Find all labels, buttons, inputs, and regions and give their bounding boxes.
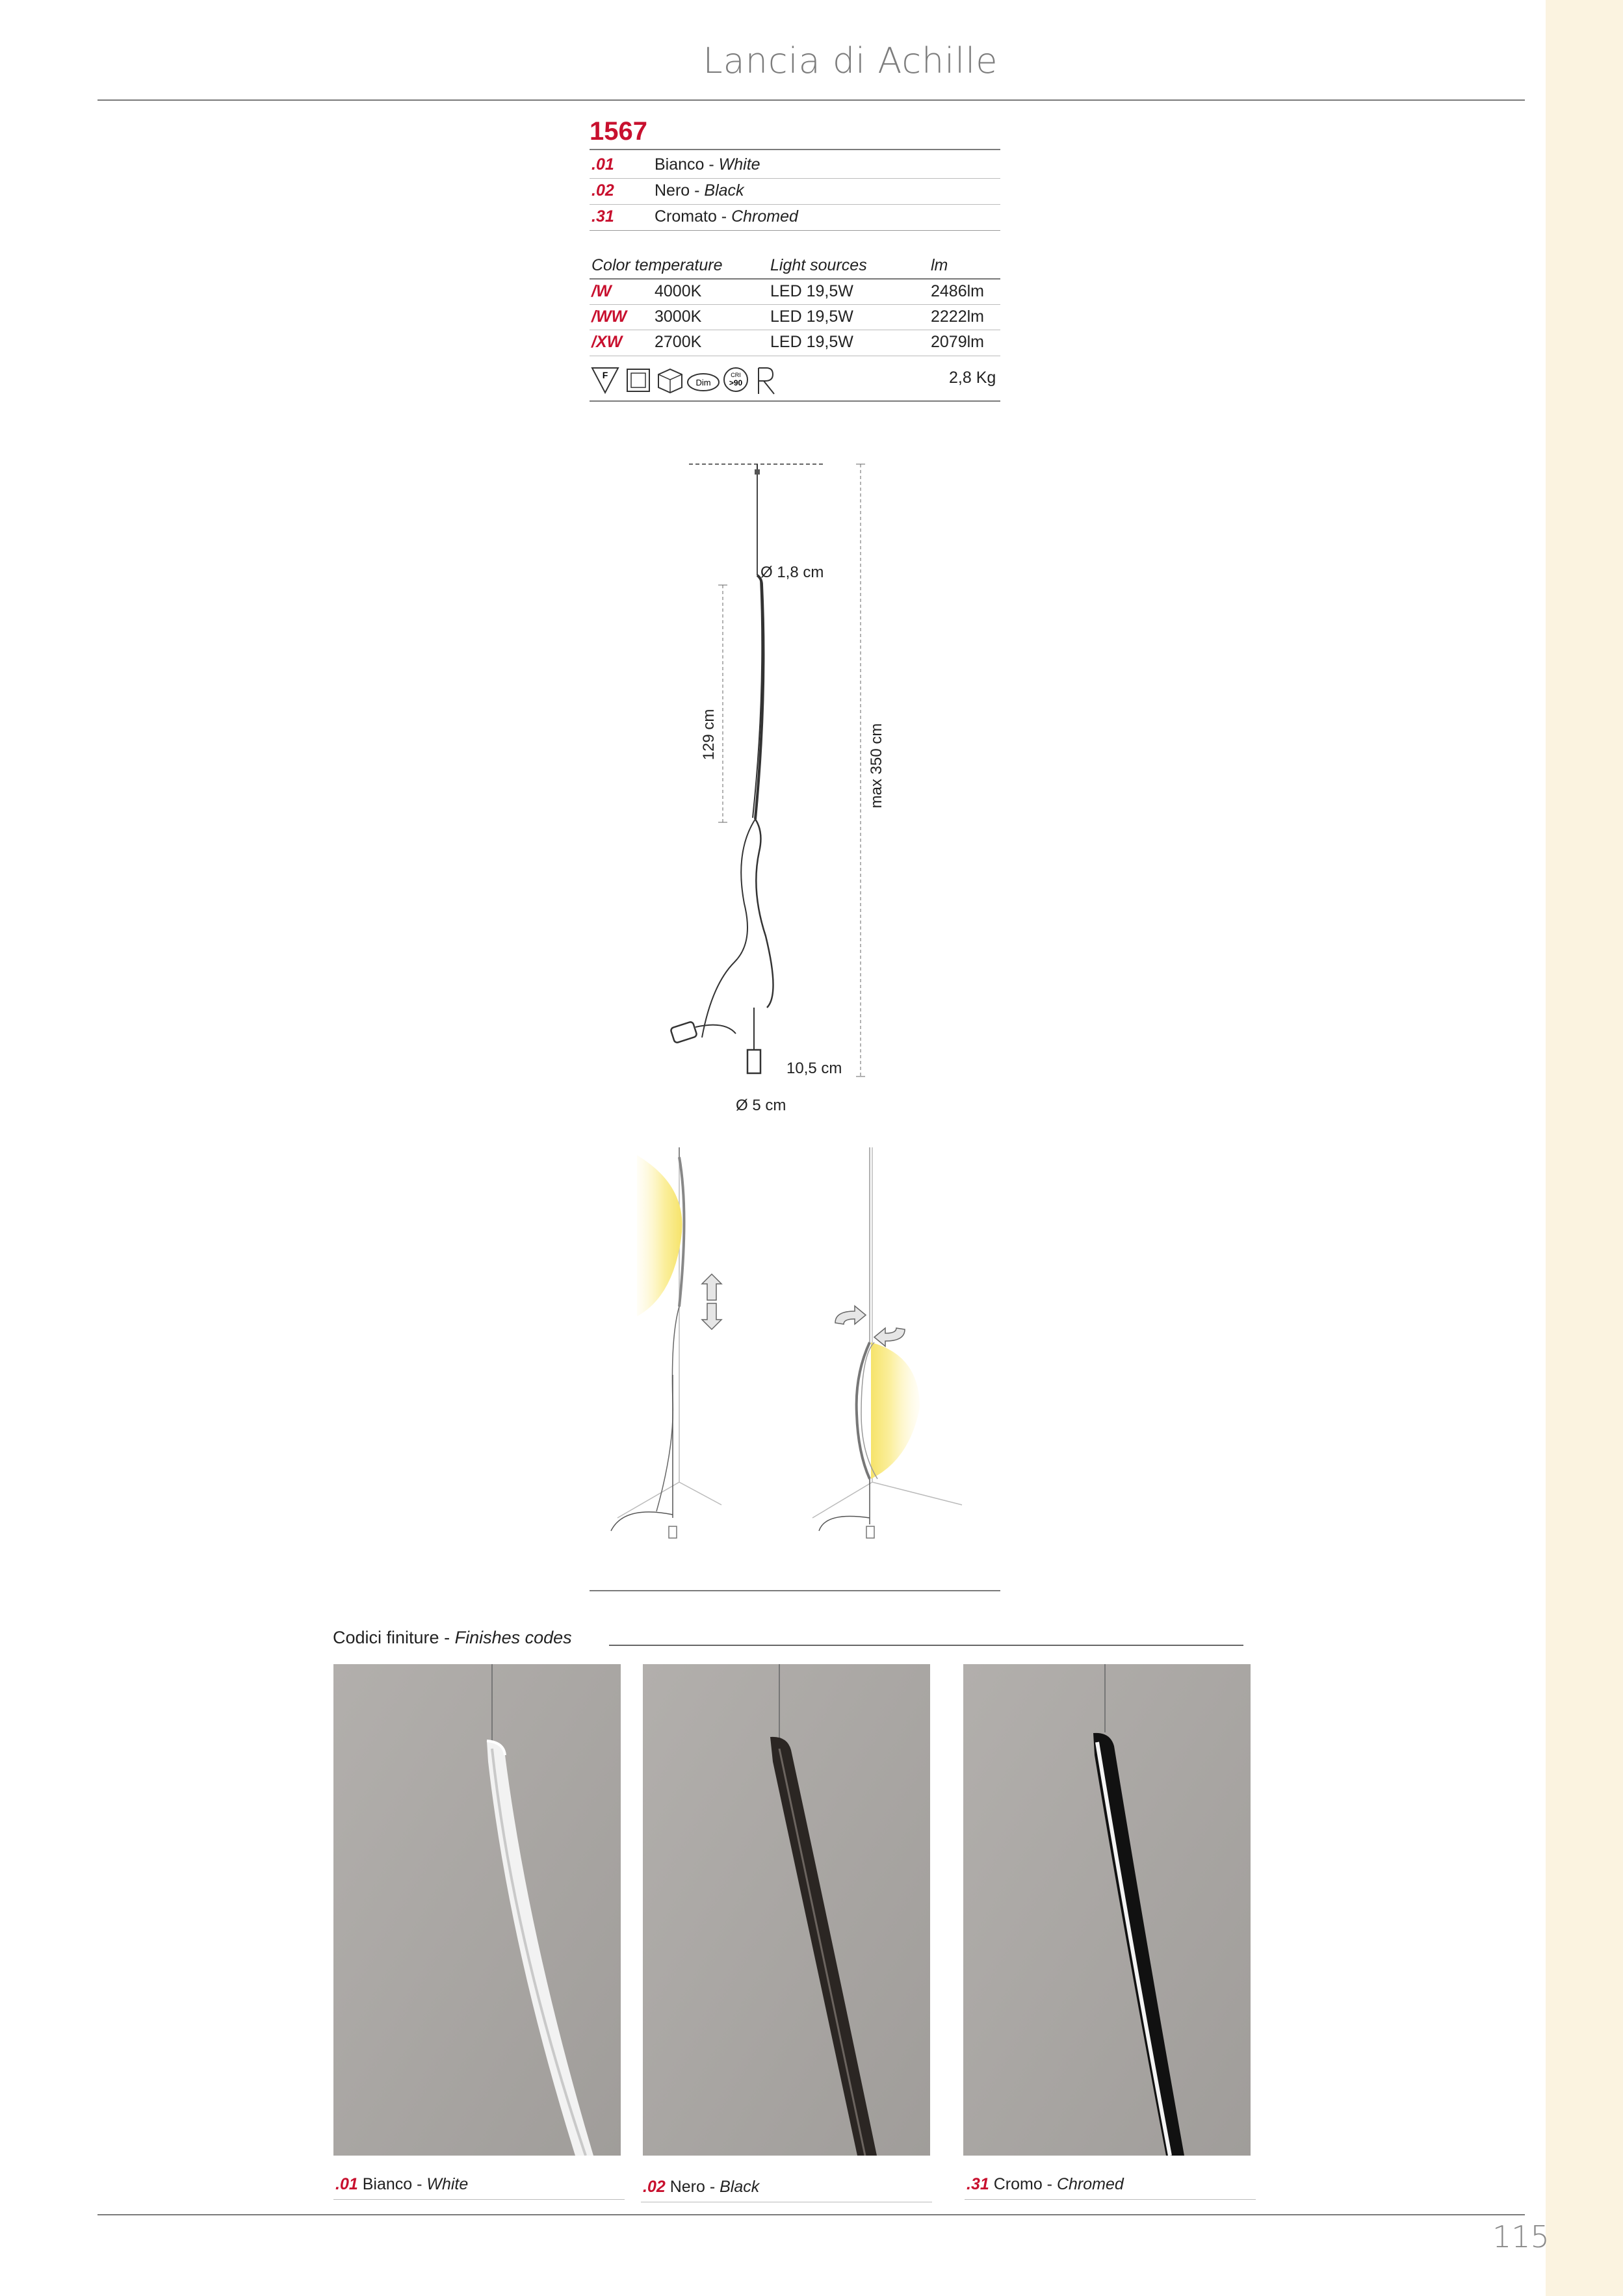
spec-row [590, 280, 1000, 305]
spec-table [590, 255, 1000, 356]
spec-temp: 2700K [655, 333, 702, 351]
down-arrow-icon [702, 1303, 721, 1329]
spec-code: /W [591, 282, 612, 300]
spec-header [590, 255, 1000, 280]
svg-text:>90: >90 [729, 378, 743, 387]
svg-text:Dim: Dim [695, 378, 711, 387]
finish-caption-white: .01 Bianco - White [335, 2175, 469, 2193]
finish-photo-white [333, 1664, 621, 2156]
spec-code: /XW [591, 333, 623, 351]
dim-base-d: Ø 5 cm [736, 1097, 786, 1114]
finishes-heading-rule [609, 1645, 1243, 1646]
up-arrow-icon [702, 1274, 721, 1300]
spec-bottom-rule [590, 400, 1000, 402]
spec-source: LED 19,5W [770, 282, 853, 300]
svg-text:F: F [602, 370, 608, 380]
finish-row [590, 153, 1000, 179]
f-mark-icon [592, 368, 618, 393]
side-band [1546, 0, 1623, 2296]
r-mark-icon [759, 368, 774, 394]
spec-row [590, 305, 1000, 330]
page-title: Lancia di Achille [703, 40, 998, 81]
spec-temp: 4000K [655, 282, 702, 300]
finishes-heading: Codici finiture - Finishes codes [333, 1628, 572, 1647]
finish-code: .01 [591, 155, 614, 174]
finish-row [590, 205, 1000, 231]
svg-text:CRI: CRI [731, 372, 741, 378]
header-temp: Color temperature [591, 256, 723, 274]
drawing-bottom-rule [590, 1590, 1000, 1591]
spec-temp: 3000K [655, 307, 702, 326]
base-weight [747, 1050, 760, 1073]
header-source: Light sources [770, 256, 867, 274]
cri-icon [724, 368, 747, 391]
dim-length: 129 cm [700, 709, 718, 761]
certification-icons [590, 364, 798, 398]
header-lm: lm [931, 256, 948, 274]
finish-label: Bianco - White [655, 155, 760, 174]
spec-lm: 2486lm [931, 282, 984, 300]
footer-rule [97, 2214, 1525, 2215]
spec-row [590, 330, 1000, 356]
finish-code: .31 [591, 207, 614, 226]
technical-drawing [585, 449, 949, 1118]
finish-photo-black [643, 1664, 930, 2156]
finish-list [590, 153, 1000, 231]
spec-code: /WW [591, 307, 627, 326]
finish-caption-black: .02 Nero - Black [643, 2178, 760, 2196]
dim-max: max 350 cm [868, 723, 885, 809]
spec-source: LED 19,5W [770, 333, 853, 351]
installation-box-icon [658, 369, 682, 393]
finish-code: .02 [591, 181, 614, 200]
class-ii-icon [627, 369, 649, 391]
finish-label: Cromato - Chromed [655, 207, 798, 226]
installation-illustrations [598, 1141, 968, 1550]
dimmable-icon [688, 374, 719, 391]
dim-base-h: 10,5 cm [786, 1060, 842, 1077]
code-rule [590, 149, 1000, 150]
spec-source: LED 19,5W [770, 307, 853, 326]
page-number: 115 [1492, 2219, 1550, 2254]
header-rule [97, 99, 1525, 101]
scene-left [611, 1147, 721, 1538]
scene-right [812, 1147, 962, 1538]
weight: 2,8 Kg [949, 369, 996, 387]
finish-photo-chromed [963, 1664, 1251, 2156]
spec-lm: 2079lm [931, 333, 984, 351]
spec-lm: 2222lm [931, 307, 984, 326]
plug-icon [670, 1021, 697, 1043]
product-code: 1567 [590, 117, 647, 146]
finish-caption-chromed: .31 Cromo - Chromed [967, 2175, 1124, 2193]
dim-diameter-top: Ø 1,8 cm [760, 564, 824, 581]
finish-label: Nero - Black [655, 181, 744, 200]
finish-row [590, 179, 1000, 205]
